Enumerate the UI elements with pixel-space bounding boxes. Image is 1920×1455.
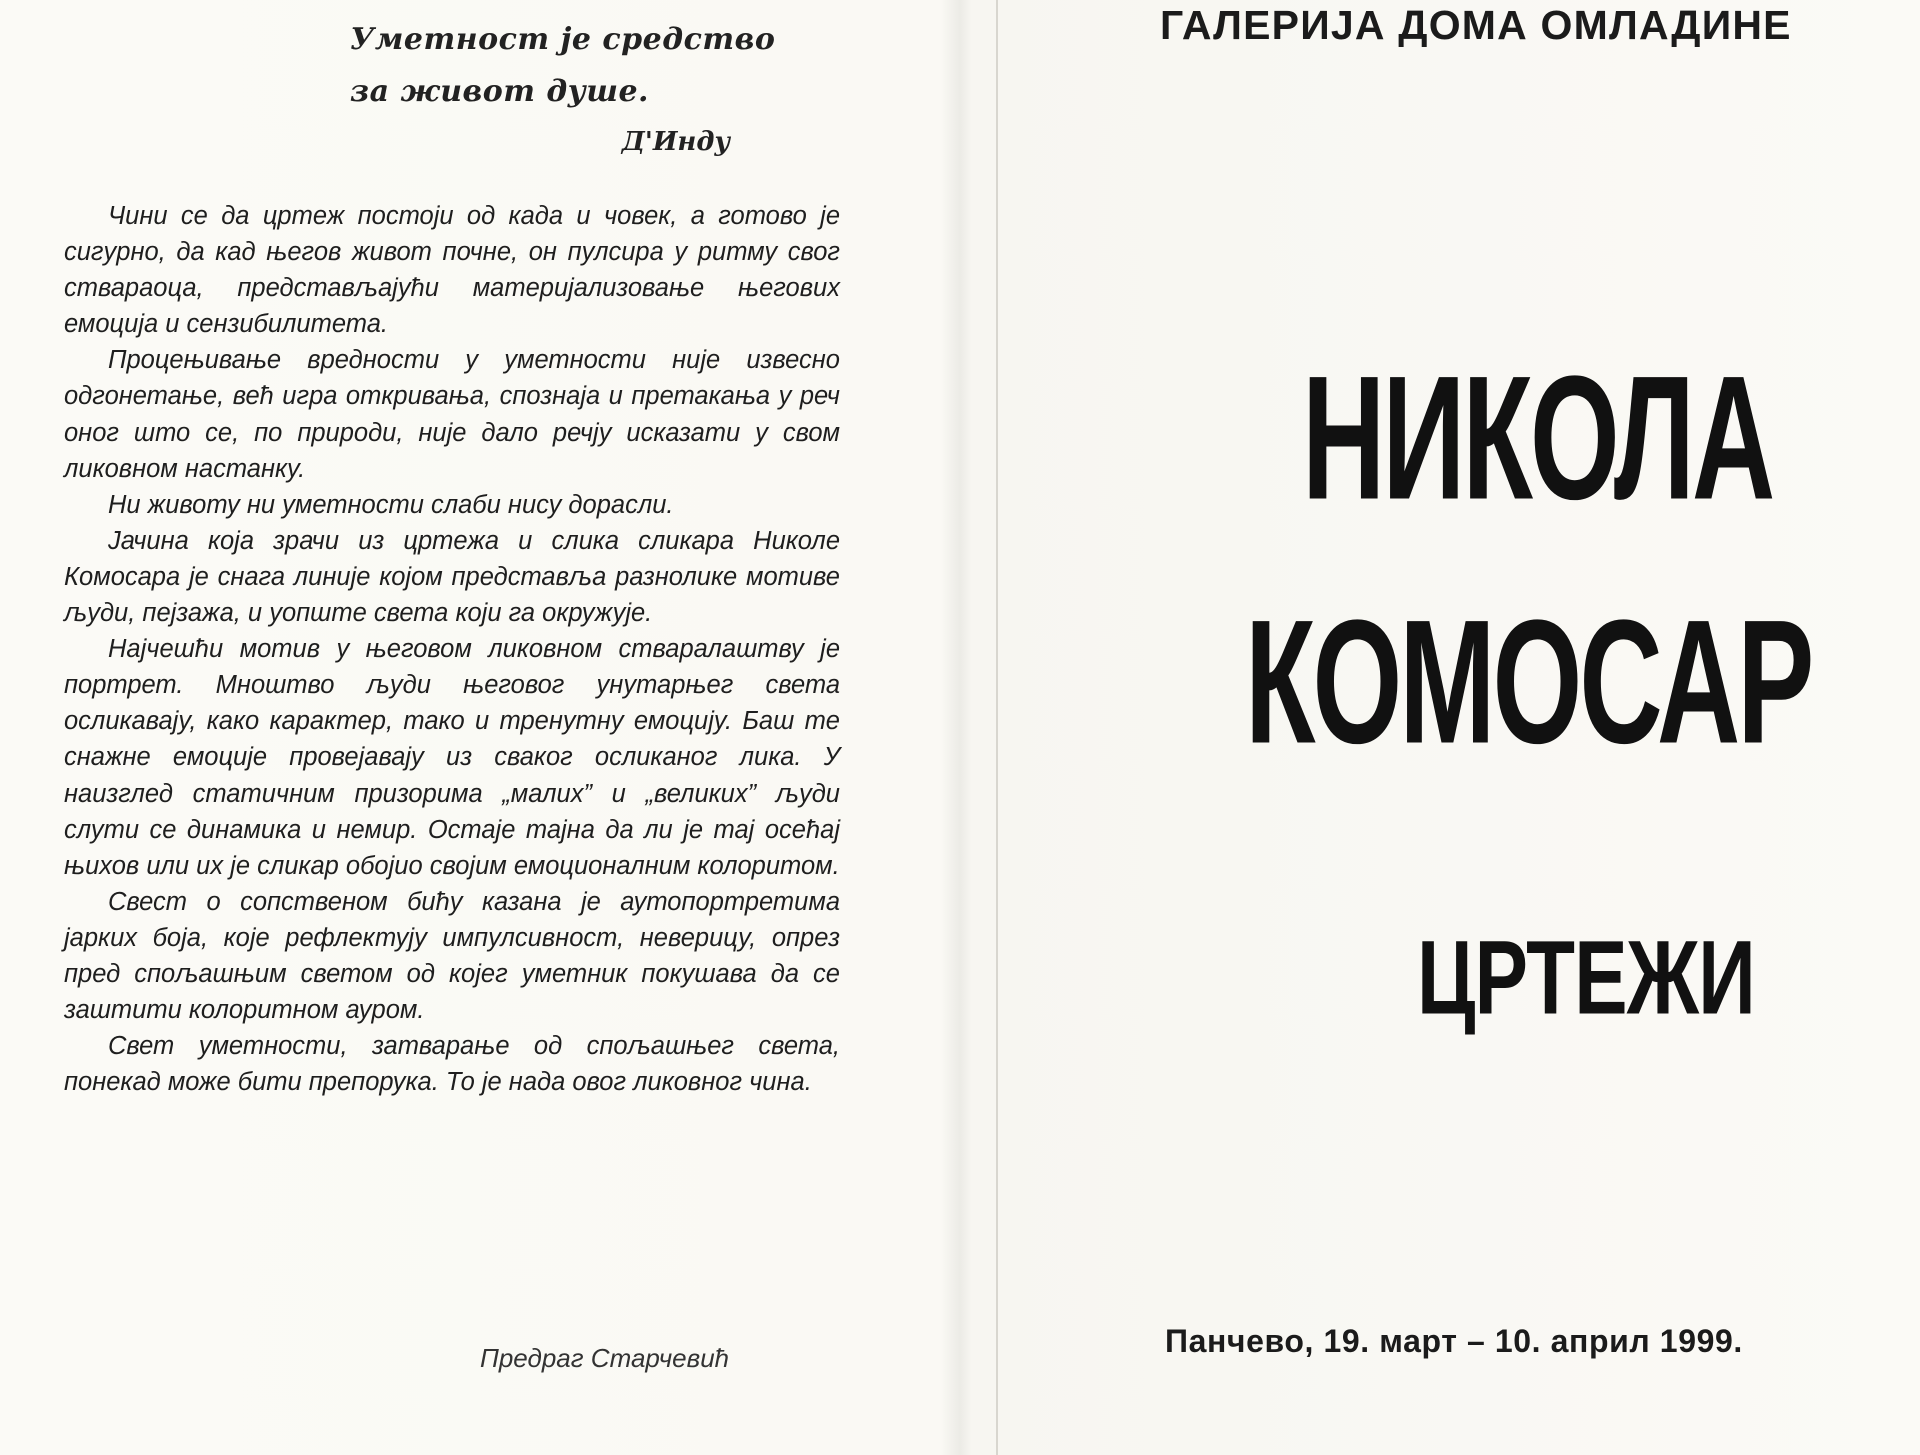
exhibition-dates: Панчево, 19. март – 10. април 1999. (1165, 1323, 1743, 1359)
essay-signature: Предраг Старчевић (480, 1343, 730, 1373)
essay-paragraph: Ни животу ни уметности слаби нису дорасли. (108, 490, 674, 519)
essay-paragraph: Чини се да цртеж постоји од када и човек, а готово је сигурно, да кад његов живот почне, он пулсира у ритму свог ствараоца, представљајући материјализовање његових емоција и сензибилитета. (64, 202, 840, 339)
artist-first-name: НИКОЛА (1302, 340, 1773, 537)
epigraph (350, 14, 830, 162)
essay-paragraph: Свест о сопственом бићу казана је аутопортретима јарких боја, које рефлектују импулсивност, неверицу, опрез пред спољашњим светом од којег уметник покушава да се заштити колоритном ауром. (64, 887, 840, 1025)
artist-last-name: КОМОСАР (1245, 584, 1812, 781)
epigraph-line-2: за живот душе. (350, 74, 649, 109)
essay-paragraph: Јачина која зрачи из цртежа и слика сликара Николе Комосара је снага линије којом представља разнолике мотиве људи, пејзажа, и уопште света који га окружује. (64, 526, 840, 628)
essay-paragraph: Свет уметности, затварање од спољашњег света, понекад може бити препорука. То је нада овог ликовног чина. (64, 1032, 840, 1097)
essay-text (64, 198, 840, 1100)
epigraph-author: Д'Инду (621, 127, 730, 157)
essay-paragraph: Најчешћи мотив у његовом ликовном стваралаштву је портрет. Мноштво људи његовог унутарњег света осликавају, како карактер, тако и тренутну емоцију. Баш те снажне емоције провејавају из сваког осликаног лика. У наизглед статичним призорима „малих” и „великих” људи слути се динамика и немир. Остаје тајна да ли је тај осећај њихов или их је сликар обојио својим емоционалним колоритом. (64, 635, 840, 880)
gallery-heading: ГАЛЕРИЈА ДОМА ОМЛАДИНЕ (1160, 2, 1792, 48)
right-page (997, 0, 1920, 1455)
essay-paragraph: Процењивање вредности у уметности није извесно одгонетање, већ игра откривања, спознаја и претакања у реч оног што се, по природи, није дало речју исказати у свом ликовном настанку. (64, 346, 840, 483)
exhibition-subtitle: ЦРТЕЖИ (1417, 919, 1755, 1037)
epigraph-line-1: Уметност је средство (350, 22, 776, 57)
